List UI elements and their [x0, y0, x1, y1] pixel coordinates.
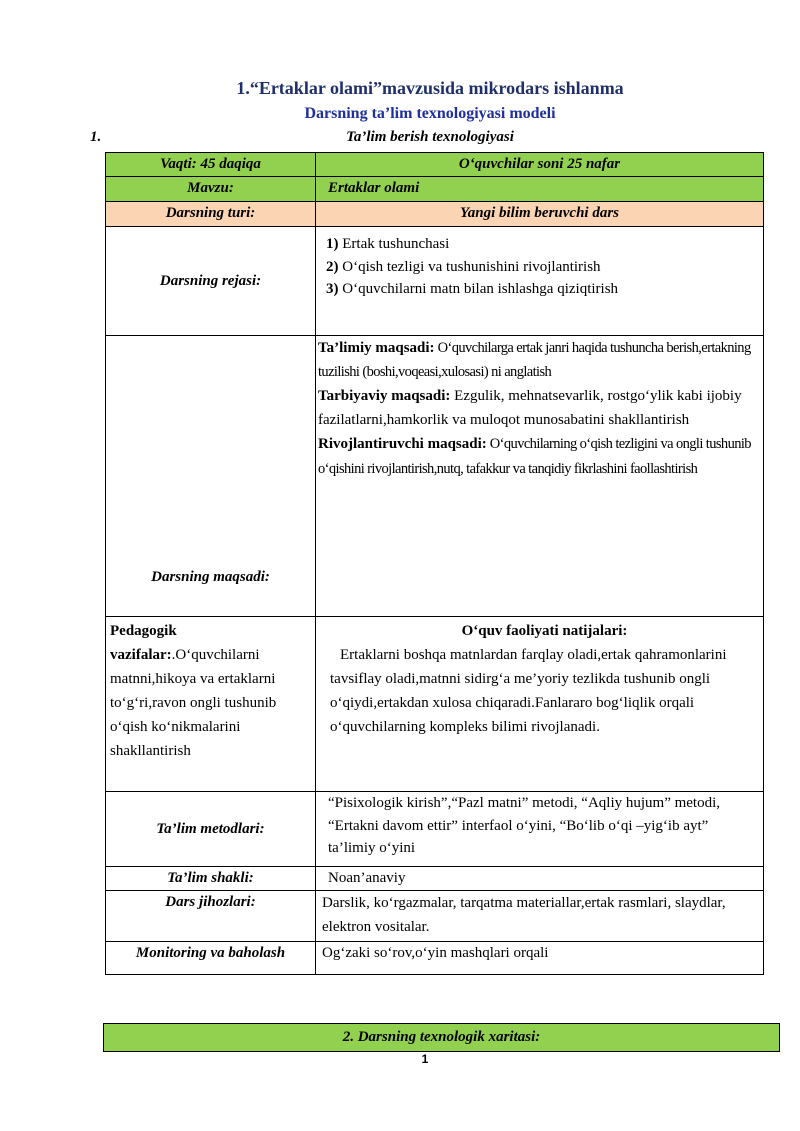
section-number: 1.	[90, 129, 102, 145]
section-2-header: 2. Darsning texnologik xaritasi:	[103, 1023, 780, 1052]
pedagogical-tasks: Pedagogik vazifalar:.O‘quvchilarni matnni,hikoya va ertaklarni to‘g‘ri,ravon ongli tushunib o‘qish ko‘nikmalarini shakllantirish	[106, 617, 316, 792]
document-title: 1.“Ertaklar olami”mavzusida mikrodars ishlanma	[236, 78, 624, 98]
row-time	[106, 153, 764, 177]
row-type	[106, 202, 764, 227]
methods-text: “Pisixologik kirish”,“Pazl matni” metodi, “Aqliy hujum” metodi, “Ertakni davom ettir” interfaol o‘yini, “Bo‘lib o‘qi –yig‘ib ayt” ta’limiy o‘yini	[316, 792, 764, 867]
goal-upbringing: Tarbiyaviy maqsadi: Ezgulik, mehnatsevarlik, rostgo‘ylik kabi ijobiy fazilatlarni,hamkorlik va muloqot munosabatini shakllantirish	[318, 388, 742, 429]
equipment-text: Darslik, ko‘rgazmalar, tarqatma materiallar,ertak rasmlari, slaydlar, elektron vositalar.	[316, 890, 764, 941]
monitoring-label: Monitoring va baholash	[106, 941, 316, 974]
topic-value: Ertaklar olami	[316, 177, 764, 202]
page-number: 1	[421, 1052, 429, 1066]
row-equipment	[106, 890, 764, 941]
row-monitoring	[106, 941, 764, 974]
document-subtitle: Darsning ta’lim texnologiyasi modeli	[304, 105, 556, 122]
type-label: Darsning turi:	[106, 202, 316, 227]
goal-label: Darsning maqsadi:	[106, 336, 316, 617]
time-cell: Vaqti: 45 daqiqa	[106, 153, 316, 177]
row-pedagogical	[106, 617, 764, 792]
plan-list	[316, 227, 764, 336]
plan-label: Darsning rejasi:	[106, 227, 316, 336]
form-label: Ta’lim shakli:	[106, 867, 316, 891]
row-plan	[106, 227, 764, 336]
results-title: O‘quv faoliyati natijalari:	[461, 623, 628, 639]
goal-development: Rivojlantiruvchi maqsadi: O‘quvchilarning o‘qish tezligini va ongli tushunib o‘qishini rivojlantirish,nutq, tafakkur va tanqidiy fikrlashini faollashtirish	[318, 436, 751, 477]
type-value: Yangi bilim beruvchi dars	[316, 202, 764, 227]
row-methods	[106, 792, 764, 867]
row-topic	[106, 177, 764, 202]
row-form	[106, 867, 764, 891]
learning-results	[316, 617, 764, 792]
goal-edu: Ta’limiy maqsadi: O‘quvchilarga ertak janri haqida tushuncha berish,ertakning tuzilishi (boshi,voqeasi,xulosasi) ni anglatish	[318, 340, 751, 381]
form-text: Noan’anaviy	[316, 867, 764, 891]
plan-item: 1) Ertak tushunchasi	[326, 236, 450, 252]
lesson-model-table	[105, 152, 764, 975]
results-text: Ertaklarni boshqa matnlardan farqlay oladi,ertak qahramonlarini tavsiflay oladi,matnni sidirg‘a me’yoriy tezlikda tushunib ongli o‘qiydi,ertakdan xulosa chiqaradi.Fanlararo bog‘liqlik orqali o‘quvchilarning kompleks bilimi rivojlanadi.	[330, 647, 727, 735]
row-goals	[106, 336, 764, 617]
students-cell: O‘quvchilar soni 25 nafar	[316, 153, 764, 177]
monitoring-text: Og‘zaki so‘rov,o‘yin mashqlari orqali	[316, 941, 764, 974]
goal-content	[316, 336, 764, 617]
topic-label: Mavzu:	[106, 177, 316, 202]
plan-item: 2) O‘qish tezligi va tushunishini rivojlantirish	[326, 258, 601, 275]
equipment-label: Dars jihozlari:	[106, 890, 316, 941]
methods-label: Ta’lim metodlari:	[106, 792, 316, 867]
section-title: Ta’lim berish texnologiyasi	[346, 129, 514, 145]
plan-item: 3) O‘quvchilarni matn bilan ishlashga qiziqtirish	[326, 281, 619, 297]
